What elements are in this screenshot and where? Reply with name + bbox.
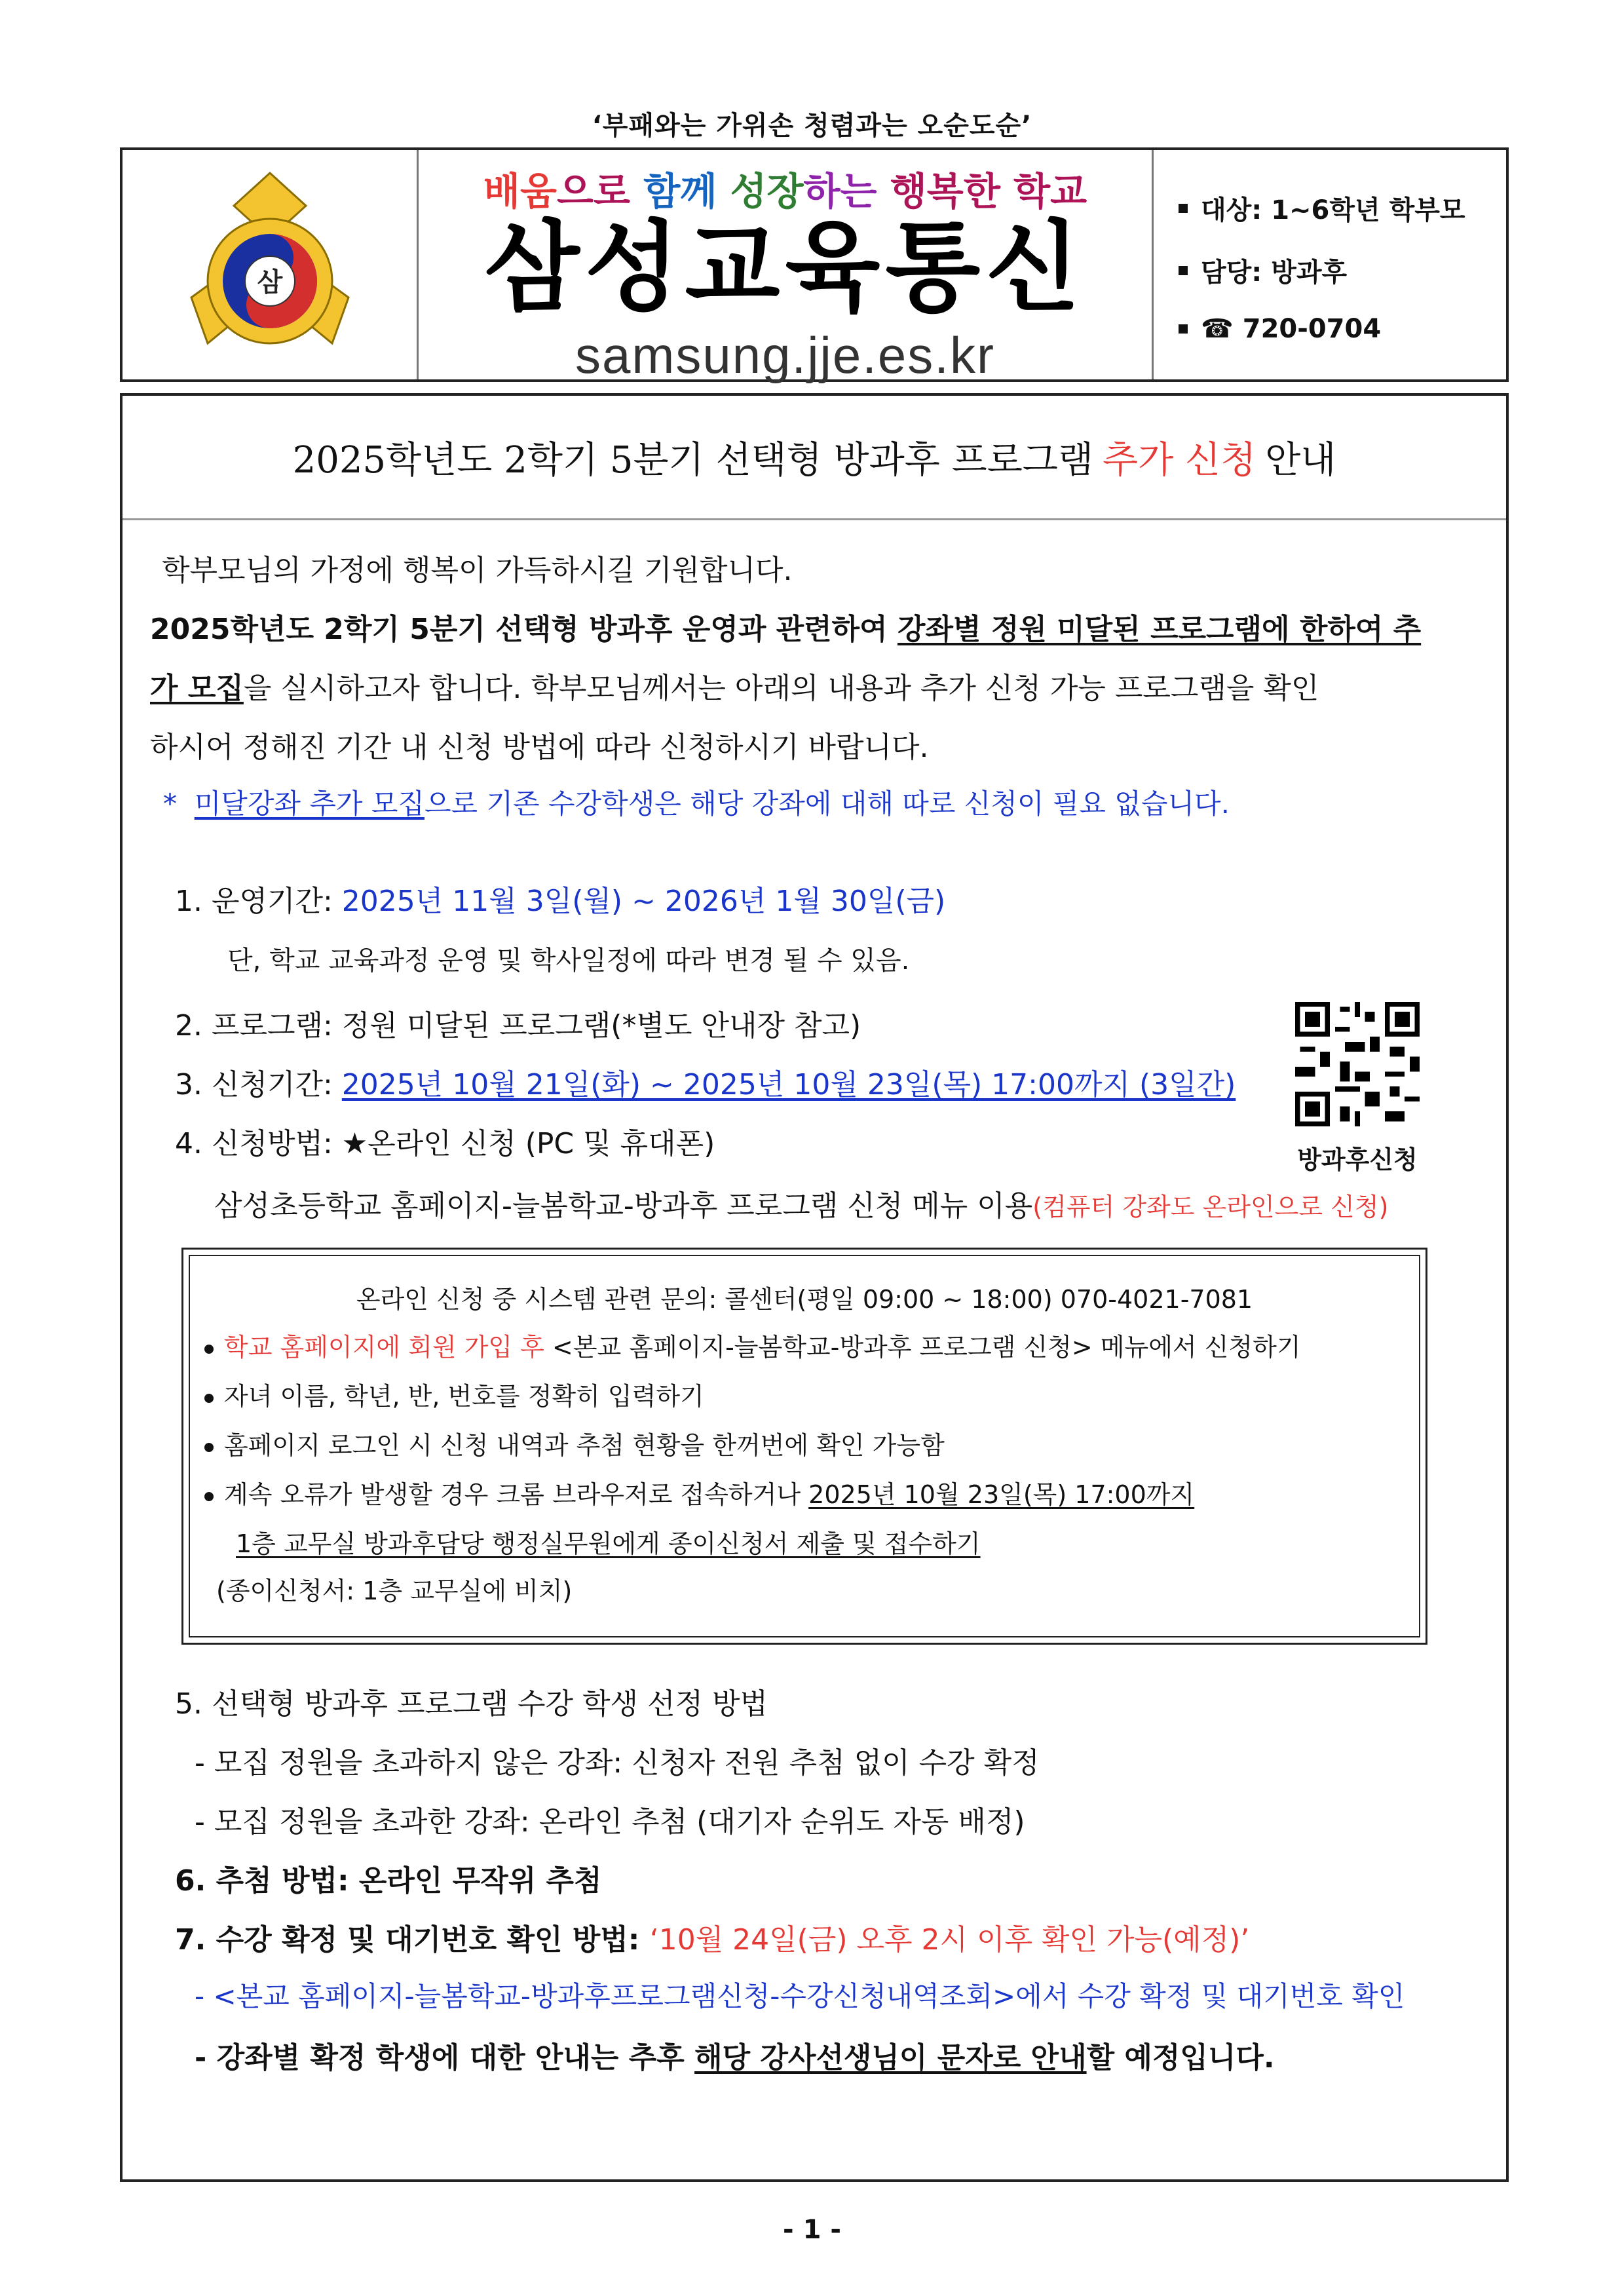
item-3: 3. 신청기간: 2025년 10월 21일(화) ~ 2025년 10월 23일(목) 17:00까지 (3일간) xyxy=(175,1068,1236,1101)
info-manager: 담당: 방과후 xyxy=(1179,252,1506,289)
motto-part: 배움 xyxy=(483,169,557,214)
notice-bullet-4: 계속 오류가 발생할 경우 크롬 브라우저로 접속하거나 2025년 10월 23일(목) 17:00까지 xyxy=(204,1474,1194,1510)
square-bullet-icon xyxy=(1179,324,1188,334)
main-document xyxy=(120,393,1509,2182)
item-4: 4. 신청방법: ★온라인 신청 (PC 및 휴대폰) xyxy=(175,1127,715,1160)
item-7-a: - <본교 홈페이지-늘봄학교-방과후프로그램신청-수강신청내역조회>에서 수강 확정 및 대기번호 확인 xyxy=(195,1980,1405,2012)
item-2: 2. 프로그램: 정원 미달된 프로그램(*별도 안내장 참고) xyxy=(175,1009,861,1043)
motto xyxy=(419,161,1152,216)
notice-title: 온라인 신청 중 시스템 관련 문의: 콜센터(평일 09:00 ~ 18:00) 070-4021-7081 xyxy=(356,1285,1253,1314)
page-number: - 1 - xyxy=(783,2215,841,2245)
square-bullet-icon xyxy=(1179,266,1188,275)
document-title: 2025학년도 2학기 5분기 선택형 방과후 프로그램 추가 신청 안내 xyxy=(123,396,1506,520)
motto-part: 함께 xyxy=(643,169,730,214)
item-7: 7. 수강 확정 및 대기번호 확인 방법: ‘10월 24일(금) 오후 2시 이후 확인 가능(예정)’ xyxy=(175,1923,1250,1957)
notice-paper-note: (종이신청서: 1층 교무실에 비치) xyxy=(216,1577,573,1605)
bullet-icon xyxy=(204,1345,214,1354)
logo-text: 삼 xyxy=(257,267,282,297)
motto-part: 행복한 학교 xyxy=(890,169,1087,214)
qr-label: 방과후신청 xyxy=(1297,1145,1418,1174)
note-line: * 미달강좌 추가 모집으로 기존 수강학생은 해당 강좌에 대해 따로 신청이 필요 없습니다. xyxy=(163,788,1230,820)
masthead xyxy=(120,147,1509,382)
qr-code-icon[interactable] xyxy=(1295,1002,1420,1126)
notice-box xyxy=(181,1248,1427,1645)
info-target: 대상: 1~6학년 학부모 xyxy=(1179,189,1506,227)
masthead-info xyxy=(1154,150,1506,379)
item-5-a: - 모집 정원을 초과하지 않은 강좌: 신청자 전원 추첨 없이 수강 확정 xyxy=(195,1746,1040,1780)
notice-inner xyxy=(189,1255,1420,1637)
newsletter-title: 삼성교육통신 xyxy=(484,211,1086,325)
item-7-b: - 강좌별 확정 학생에 대한 안내는 추후 해당 강사선생님이 문자로 안내할 예정입니다. xyxy=(195,2041,1275,2075)
motto-part: 으로 xyxy=(556,169,644,214)
notice-bullet-2: 자녀 이름, 학년, 반, 번호를 정확히 입력하기 xyxy=(204,1376,704,1412)
bullet-icon xyxy=(204,1394,214,1403)
item-5: 5. 선택형 방과후 프로그램 수강 학생 선정 방법 xyxy=(175,1687,768,1721)
item-1: 1. 운영기간: 2025년 11월 3일(월) ~ 2026년 1월 30일(금) xyxy=(175,885,946,918)
item-6: 6. 추첨 방법: 온라인 무작위 추첨 xyxy=(175,1864,602,1898)
slogan: ‘부패와는 가위손 청렴과는 오순도순’ xyxy=(592,111,1032,141)
greeting: 학부모님의 가정에 행복이 가득하시길 기원합니다. xyxy=(162,554,793,587)
motto-part: 성장 xyxy=(730,169,804,214)
info-phone: ☎ 720-0704 xyxy=(1179,314,1506,344)
school-emblem-icon xyxy=(172,166,368,363)
intro-line-2: 가 모집을 실시하고자 합니다. 학부모님께서는 아래의 내용과 추가 신청 가능 프로그램을 확인 xyxy=(150,672,1319,705)
item-4-sub: 삼성초등학교 홈페이지-늘봄학교-방과후 프로그램 신청 메뉴 이용(컴퓨터 강좌도 온라인으로 신청) xyxy=(214,1189,1389,1223)
bullet-icon xyxy=(204,1492,214,1501)
intro-line-3: 하시어 정해진 기간 내 신청 방법에 따라 신청하시기 바랍니다. xyxy=(150,731,929,764)
notice-bullet-1: 학교 홈페이지에 회원 가입 후 <본교 홈페이지-늘봄학교-방과후 프로그램 신청> 메뉴에서 신청하기 xyxy=(204,1327,1301,1363)
school-logo xyxy=(123,150,419,379)
bullet-icon xyxy=(204,1443,214,1452)
school-url: samsung.jje.es.kr xyxy=(575,326,995,384)
square-bullet-icon xyxy=(1179,204,1188,213)
motto-part: 하는 xyxy=(803,169,890,214)
masthead-center xyxy=(419,150,1154,384)
intro-line-1: 2025학년도 2학기 5분기 선택형 방과후 운영과 관련하여 강좌별 정원 미달된 프로그램에 한하여 추 xyxy=(150,613,1422,646)
item-1-sub: 단, 학교 교육과정 운영 및 학사일정에 따라 변경 될 수 있음. xyxy=(227,946,910,976)
notice-bullet-4-cont: 1층 교무실 방과후담당 행정실무원에게 종이신청서 제출 및 접수하기 xyxy=(236,1529,981,1558)
item-5-b: - 모집 정원을 초과한 강좌: 온라인 추첨 (대기자 순위도 자동 배정) xyxy=(195,1805,1025,1839)
document-body xyxy=(123,520,1506,2182)
notice-bullet-3: 홈페이지 로그인 시 신청 내역과 추첨 현황을 한꺼번에 확인 가능함 xyxy=(204,1425,945,1461)
